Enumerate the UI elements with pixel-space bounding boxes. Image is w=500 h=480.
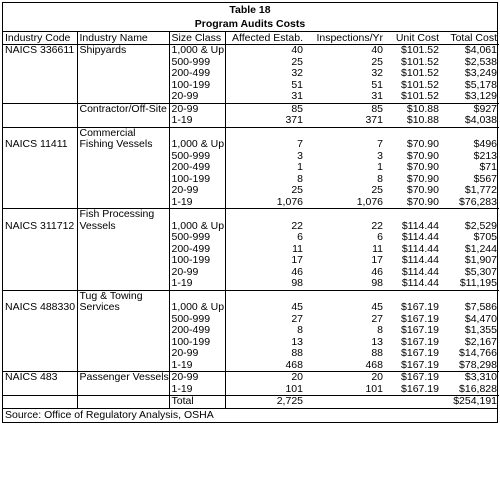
cell-industry-code	[3, 174, 77, 186]
cell-inspections-yr: 31	[305, 91, 385, 103]
cell-industry-code: NAICS 336611	[5, 44, 75, 56]
cell-unit-cost: $101.52	[401, 56, 439, 68]
table-row	[3, 337, 499, 349]
cell-industry-code	[3, 244, 77, 256]
cell-industry-name	[77, 115, 169, 127]
cell-industry-code	[3, 91, 77, 103]
cell-inspections-yr: 20	[371, 371, 383, 383]
cell-industry-name	[77, 68, 169, 80]
cell-size-class: 1-19	[169, 278, 225, 290]
cell-size-class: 1,000 & Up	[169, 290, 225, 314]
cell-size-class: 100-199	[169, 174, 225, 186]
cell-unit-cost: $70.90	[406, 150, 439, 162]
table-row	[3, 267, 499, 279]
cell-industry-name	[77, 267, 169, 279]
table-number: Table 18	[229, 4, 271, 16]
cell-total-cost: $705	[473, 232, 497, 243]
table-row	[3, 255, 499, 267]
cell-industry-name: Shipyards	[77, 45, 169, 57]
table-row	[3, 290, 499, 314]
cell-affected-estab: 46	[225, 267, 305, 279]
cell-unit-cost: $114.44	[385, 278, 441, 290]
cell-unit-cost: $101.52	[401, 79, 439, 91]
cell-unit-cost: $167.19	[401, 313, 439, 325]
cell-inspections-yr	[305, 396, 385, 408]
table-row	[3, 80, 499, 92]
cell-affected-estab: 88	[225, 348, 305, 360]
cell-size-class: 100-199	[169, 255, 225, 267]
cell-total-cost: $2,529	[464, 219, 497, 232]
table-row	[3, 232, 499, 244]
program-audits-costs-table	[3, 32, 499, 408]
cell-affected-estab: 98	[225, 278, 305, 290]
table-row	[3, 360, 499, 372]
cell-size-class: 100-199	[169, 80, 225, 92]
cell-industry-code: NAICS 483	[5, 371, 58, 383]
cell-unit-cost: $101.52	[385, 91, 441, 103]
cell-size-class: 20-99	[169, 103, 225, 115]
cell-size-class: 1-19	[169, 197, 225, 209]
cell-size-class: 200-499	[169, 325, 225, 337]
cell-inspections-yr: 13	[371, 336, 383, 348]
cell-industry-code	[3, 151, 77, 163]
cell-size-class: 500-999	[169, 232, 225, 244]
cell-inspections-yr: 85	[371, 103, 383, 115]
cell-size-class: 200-499	[169, 244, 225, 256]
cell-inspections-yr: 88	[371, 348, 383, 359]
cell-affected-estab: 22	[225, 209, 305, 233]
cell-inspections-yr: 101	[305, 384, 385, 396]
cell-total-cost: $4,038	[441, 115, 499, 127]
cell-inspections-yr: 11	[372, 243, 383, 255]
table-row	[3, 174, 499, 186]
cell-inspections-yr: 8	[377, 173, 383, 185]
cell-affected-estab: 13	[225, 337, 305, 349]
table-row	[3, 45, 499, 57]
cell-affected-estab: 7	[225, 127, 305, 151]
cell-industry-code	[3, 278, 77, 290]
cell-unit-cost: $167.19	[385, 360, 441, 372]
cell-total-cost: $11,195	[441, 278, 499, 290]
cell-industry-name	[77, 197, 169, 209]
cell-industry-name	[77, 244, 169, 256]
cell-industry-name: Tug & Towing Services	[77, 290, 169, 314]
table-row	[3, 384, 499, 396]
table-row	[3, 244, 499, 256]
source-note: Source: Office of Regulatory Analysis, OSHA	[3, 408, 497, 422]
cell-unit-cost: $114.44	[401, 255, 439, 266]
cell-unit-cost: $70.90	[385, 197, 441, 209]
cell-industry-code	[3, 348, 77, 360]
cell-affected-estab: 40	[225, 45, 305, 57]
table-row	[3, 348, 499, 360]
cell-affected-estab: 101	[225, 384, 305, 396]
cell-inspections-yr: 8	[377, 325, 383, 336]
cell-unit-cost: $114.44	[401, 219, 439, 232]
cell-industry-name: Passenger Vessels	[77, 372, 169, 384]
cell-total-cost: $16,828	[441, 384, 499, 396]
cell-total-cost: $76,283	[441, 197, 499, 209]
cell-affected-estab: 32	[225, 68, 305, 80]
cell-total-cost: $254,191	[453, 395, 497, 407]
cell-industry-code	[3, 57, 77, 69]
cell-total-cost: $5,307	[464, 266, 497, 278]
cell-size-class: 200-499	[169, 162, 225, 174]
cell-total-cost: $78,298	[441, 360, 499, 372]
cell-unit-cost: $70.90	[406, 138, 439, 150]
cell-industry-code	[3, 197, 77, 209]
cell-inspections-yr: 3	[377, 150, 383, 162]
cell-affected-estab: 25	[225, 185, 305, 197]
cell-unit-cost: $167.19	[401, 336, 439, 348]
cell-total-cost: $4,470	[464, 313, 497, 325]
cell-industry-code	[3, 68, 77, 80]
header-size-class: Size Class	[169, 32, 225, 45]
cell-inspections-yr: 25	[371, 185, 383, 196]
cell-industry-code	[3, 232, 77, 244]
cell-affected-estab: 85	[225, 103, 305, 115]
cell-unit-cost: $10.88	[406, 103, 439, 115]
cell-affected-estab: 11	[225, 244, 305, 256]
table-row	[3, 197, 499, 209]
header-industry-code: Industry Code	[3, 32, 77, 45]
cell-total-cost: $7,586	[464, 301, 497, 313]
table-row	[3, 185, 499, 197]
cell-size-class: 200-499	[169, 68, 225, 80]
cell-inspections-yr: 51	[371, 79, 383, 91]
cell-affected-estab: 371	[225, 115, 305, 127]
cell-affected-estab: 3	[225, 151, 305, 163]
cell-affected-estab: 27	[225, 314, 305, 326]
header-total-cost: Total Cost	[441, 32, 499, 45]
cell-size-class: 500-999	[169, 57, 225, 69]
header-affected-estab: Affected Estab.	[225, 32, 305, 45]
cell-inspections-yr: 7	[377, 138, 383, 150]
table-row	[3, 314, 499, 326]
table-row	[3, 372, 499, 384]
cell-affected-estab: 25	[225, 57, 305, 69]
cell-industry-name	[77, 278, 169, 290]
cell-industry-code: NAICS 488330	[5, 301, 76, 313]
cell-inspections-yr: 22	[371, 219, 383, 232]
cell-size-class: 500-999	[169, 151, 225, 163]
cell-total-cost: $4,061	[464, 44, 497, 56]
cell-size-class: 20-99	[169, 348, 225, 360]
table-row	[3, 57, 499, 69]
cell-industry-name	[77, 57, 169, 69]
cell-industry-name: Contractor/Off-Site	[77, 103, 169, 115]
cell-industry-name	[77, 151, 169, 163]
cell-inspections-yr: 371	[305, 115, 385, 127]
cell-total-cost: $3,129	[441, 91, 499, 103]
cell-industry-code	[3, 80, 77, 92]
cell-industry-name: Commercial Fishing Vessels	[77, 127, 169, 151]
cell-total-cost: $1,244	[464, 243, 497, 255]
cell-industry-name	[77, 91, 169, 103]
cell-unit-cost: $167.19	[401, 371, 439, 383]
cell-industry-code	[3, 162, 77, 174]
cell-size-class: 20-99	[169, 91, 225, 103]
cell-unit-cost: $167.19	[401, 325, 439, 336]
table-row	[3, 162, 499, 174]
table-row	[3, 325, 499, 337]
header-industry-name: Industry Name	[77, 32, 169, 45]
cell-unit-cost: $70.90	[406, 173, 439, 185]
cell-industry-name	[77, 348, 169, 360]
cost-table-sheet	[2, 2, 498, 423]
cell-inspections-yr: 1,076	[305, 197, 385, 209]
table-row	[3, 151, 499, 163]
cell-industry-code	[3, 325, 77, 337]
cell-total-cost: $1,355	[464, 325, 497, 336]
cell-industry-name	[77, 384, 169, 396]
table-row	[3, 278, 499, 290]
cell-industry-code: NAICS 311712	[5, 219, 75, 232]
header-unit-cost: Unit Cost	[385, 32, 441, 45]
cell-total-cost: $2,167	[464, 336, 497, 348]
cell-industry-name	[77, 232, 169, 244]
cell-total-cost: $71	[479, 162, 497, 173]
cell-size-class: 1,000 & Up	[169, 209, 225, 233]
cell-inspections-yr: 27	[371, 313, 383, 325]
cell-industry-name	[77, 360, 169, 372]
cell-affected-estab: 51	[225, 80, 305, 92]
cell-size-class: 20-99	[169, 185, 225, 197]
cell-affected-estab: 6	[225, 232, 305, 244]
cell-industry-name	[77, 396, 169, 408]
table-row	[3, 396, 499, 408]
cell-total-cost: $5,178	[464, 79, 497, 91]
cell-industry-name: Fish Processing Vessels	[77, 209, 169, 233]
cell-total-cost: $927	[473, 103, 497, 115]
table-row	[3, 103, 499, 115]
cell-industry-name	[77, 185, 169, 197]
cell-affected-estab: 468	[225, 360, 305, 372]
cell-affected-estab: 17	[225, 255, 305, 267]
cell-size-class: 100-199	[169, 337, 225, 349]
cell-industry-name	[77, 325, 169, 337]
cell-size-class: 1,000 & Up	[169, 127, 225, 151]
cell-total-cost: $3,249	[464, 68, 497, 79]
cell-unit-cost: $114.44	[401, 243, 439, 255]
cell-size-class: Total	[169, 396, 225, 408]
cell-affected-estab: 8	[225, 325, 305, 337]
cell-unit-cost: $114.44	[401, 266, 439, 278]
header-inspections-yr: Inspections/Yr	[305, 32, 385, 45]
cell-affected-estab: 2,725	[225, 396, 305, 408]
header-row	[3, 32, 499, 45]
cell-size-class: 1,000 & Up	[169, 45, 225, 57]
cell-inspections-yr: 17	[371, 255, 383, 266]
cell-affected-estab: 8	[225, 174, 305, 186]
cell-affected-estab: 1	[225, 162, 305, 174]
cell-inspections-yr: 25	[371, 56, 383, 68]
cell-unit-cost: $167.19	[401, 301, 439, 313]
cell-total-cost: $1,772	[464, 185, 497, 196]
table-row	[3, 68, 499, 80]
cell-industry-code	[3, 314, 77, 326]
cell-size-class: 1-19	[169, 360, 225, 372]
cell-total-cost: $567	[473, 173, 497, 185]
cell-size-class: 1-19	[169, 115, 225, 127]
cell-unit-cost: $101.52	[401, 68, 439, 79]
cell-inspections-yr: 45	[371, 301, 383, 313]
cell-affected-estab: 45	[225, 290, 305, 314]
cell-size-class: 20-99	[169, 372, 225, 384]
cell-industry-code	[3, 103, 77, 115]
cell-total-cost: $496	[473, 138, 497, 150]
cell-affected-estab: 1,076	[225, 197, 305, 209]
table-title-block	[3, 3, 497, 32]
cell-unit-cost: $114.44	[401, 232, 439, 243]
cell-industry-code	[3, 337, 77, 349]
cell-unit-cost: $70.90	[406, 185, 439, 196]
cell-size-class: 20-99	[169, 267, 225, 279]
table-row	[3, 209, 499, 233]
cell-industry-code	[3, 384, 77, 396]
cell-total-cost: $2,538	[464, 56, 497, 68]
cell-affected-estab: 20	[225, 372, 305, 384]
cell-industry-name	[77, 255, 169, 267]
cell-industry-code: NAICS 11411	[5, 138, 68, 150]
table-title: Program Audits Costs	[194, 18, 306, 30]
cell-industry-code	[3, 185, 77, 197]
cell-industry-code	[3, 360, 77, 372]
cell-industry-code	[3, 255, 77, 267]
cell-size-class: 1-19	[169, 384, 225, 396]
cell-inspections-yr: 6	[377, 232, 383, 243]
cell-unit-cost: $70.90	[406, 162, 439, 173]
cell-industry-code	[3, 267, 77, 279]
cell-inspections-yr: 98	[305, 278, 385, 290]
cell-industry-name	[77, 337, 169, 349]
cell-unit-cost: $101.52	[401, 44, 439, 56]
cell-size-class: 500-999	[169, 314, 225, 326]
cell-total-cost: $3,310	[464, 371, 497, 383]
cell-unit-cost: $10.88	[385, 115, 441, 127]
cell-unit-cost: $167.19	[385, 384, 441, 396]
cell-industry-name	[77, 162, 169, 174]
cell-affected-estab: 31	[225, 91, 305, 103]
cell-inspections-yr: 1	[377, 162, 383, 173]
cell-industry-code	[3, 396, 77, 408]
cell-inspections-yr: 40	[371, 44, 383, 56]
cell-inspections-yr: 32	[371, 68, 383, 79]
cell-industry-name	[77, 314, 169, 326]
cell-industry-name	[77, 80, 169, 92]
cell-unit-cost: $167.19	[401, 348, 439, 359]
cell-industry-name	[77, 174, 169, 186]
cell-industry-code	[3, 115, 77, 127]
cell-inspections-yr: 46	[371, 266, 383, 278]
cell-total-cost: $14,766	[459, 348, 497, 359]
cell-inspections-yr: 468	[305, 360, 385, 372]
cell-total-cost: $213	[473, 150, 497, 162]
table-row	[3, 127, 499, 151]
table-row	[3, 115, 499, 127]
cell-total-cost: $1,907	[464, 255, 497, 266]
table-row	[3, 91, 499, 103]
cell-unit-cost	[385, 396, 441, 408]
